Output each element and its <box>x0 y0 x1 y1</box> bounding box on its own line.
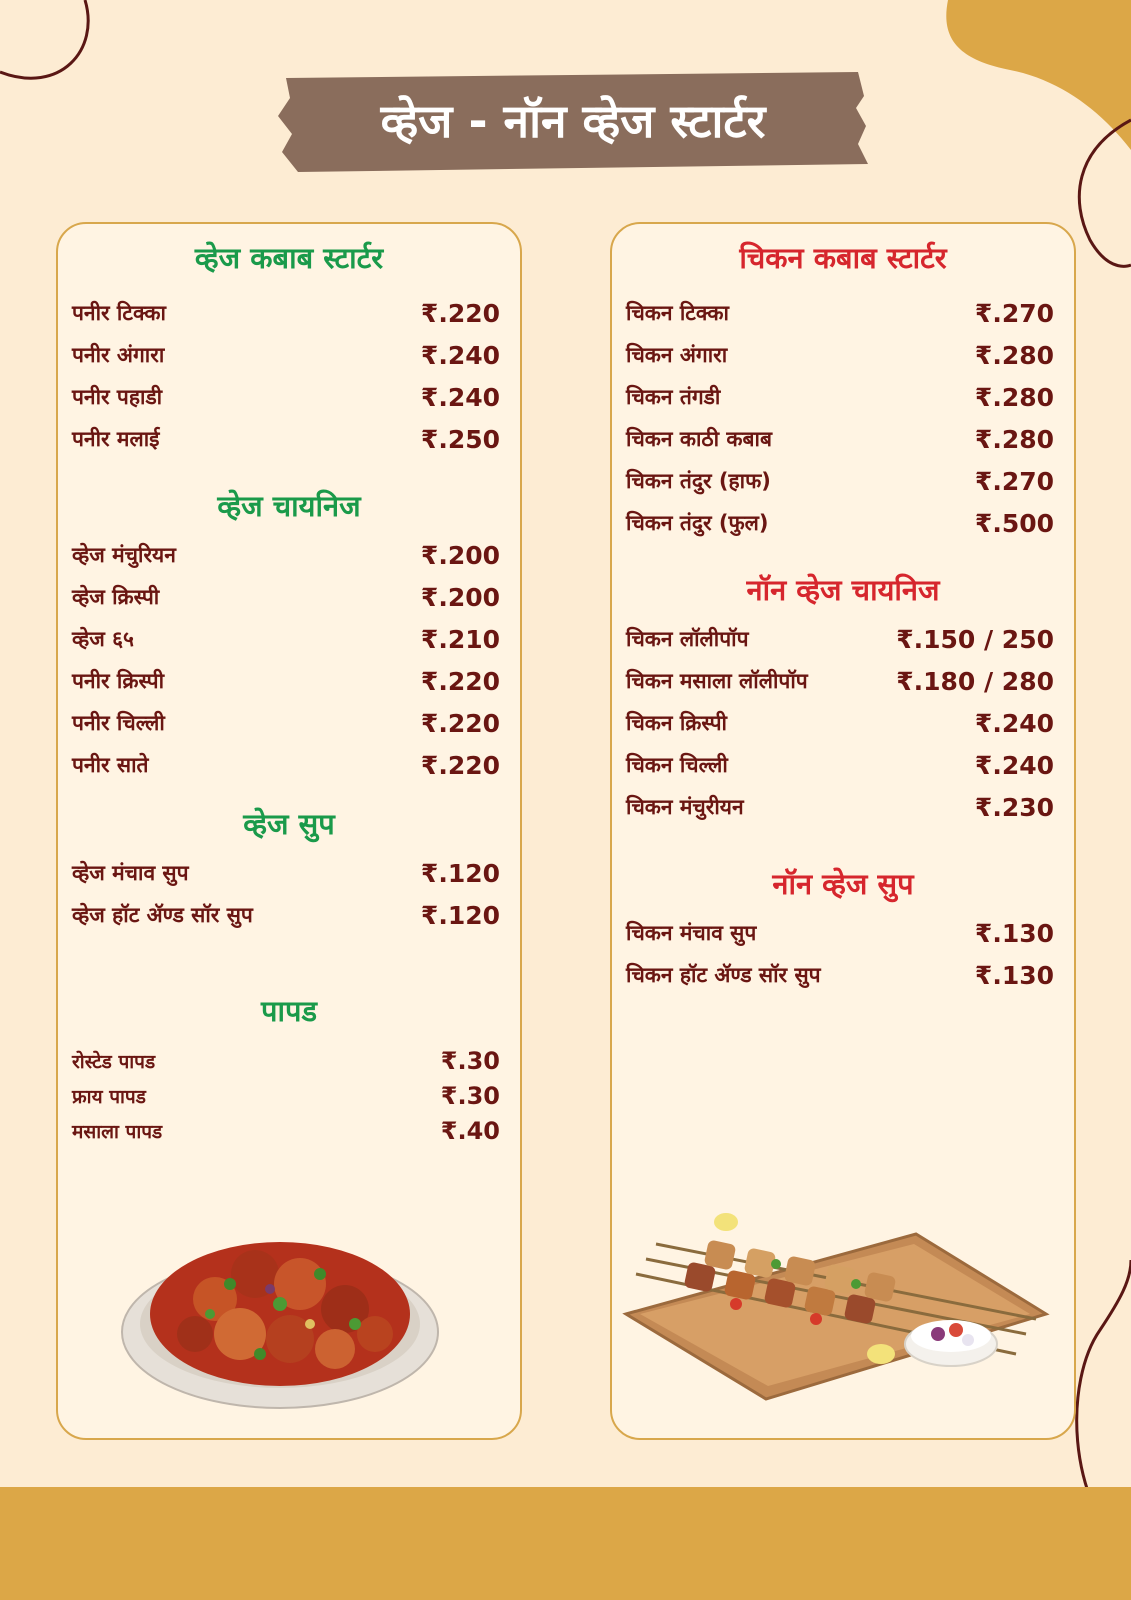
menu-item <box>58 334 520 376</box>
item-name: चिकन मसाला लॉलीपॉप <box>626 669 808 693</box>
item-price: ₹.30 <box>440 1046 500 1075</box>
item-name: चिकन चिल्ली <box>626 753 728 777</box>
item-price: ₹.30 <box>440 1081 500 1110</box>
item-price: ₹.240 <box>420 340 500 370</box>
section-title: चिकन कबाब स्टार्टर <box>739 241 947 275</box>
item-name: व्हेज मंचाव सुप <box>72 861 189 885</box>
menu-item <box>612 418 1074 460</box>
item-name: चिकन अंगारा <box>626 343 728 367</box>
section-nonveg-chinese <box>612 568 1074 828</box>
item-price: ₹.40 <box>440 1116 500 1145</box>
item-price: ₹.220 <box>420 750 500 780</box>
item-price: ₹.280 <box>974 424 1054 454</box>
menu-item <box>612 912 1074 954</box>
item-name: पनीर क्रिस्पी <box>72 669 165 693</box>
item-price: ₹.180 / 280 <box>896 666 1054 696</box>
section-title: व्हेज चायनिज <box>217 489 361 523</box>
menu-item <box>58 1113 520 1148</box>
item-price: ₹.120 <box>420 858 500 888</box>
item-price: ₹.130 <box>974 918 1054 948</box>
item-price: ₹.240 <box>420 382 500 412</box>
item-name: चिकन मंचाव सुप <box>626 921 757 945</box>
item-name: चिकन क्रिस्पी <box>626 711 727 735</box>
item-price: ₹.230 <box>974 792 1054 822</box>
item-name: फ्राय पापड <box>72 1085 146 1108</box>
title-banner <box>278 68 868 174</box>
right-swirl-upper <box>1079 120 1131 266</box>
item-price: ₹.220 <box>420 708 500 738</box>
item-name: मसाला पापड <box>72 1120 163 1143</box>
item-name: पनीर मलाई <box>72 427 160 451</box>
menu-item <box>612 334 1074 376</box>
item-price: ₹.130 <box>974 960 1054 990</box>
section-title: व्हेज सुप <box>243 807 335 841</box>
chicken-kebab-tray-icon <box>616 1194 1056 1414</box>
item-price: ₹.210 <box>420 624 500 654</box>
menu-item <box>58 618 520 660</box>
item-price: ₹.280 <box>974 340 1054 370</box>
menu-item <box>58 576 520 618</box>
item-price: ₹.220 <box>420 298 500 328</box>
item-name: चिकन टिक्का <box>626 301 729 325</box>
top-left-swirl <box>0 0 88 78</box>
section-veg-chinese <box>58 484 520 786</box>
item-price: ₹.220 <box>420 666 500 696</box>
menu-item <box>612 292 1074 334</box>
menu-item <box>612 744 1074 786</box>
item-name: पनीर पहाडी <box>72 385 163 409</box>
menu-item <box>612 660 1074 702</box>
item-price: ₹.200 <box>420 582 500 612</box>
item-price: ₹.270 <box>974 466 1054 496</box>
section-papad <box>58 989 520 1148</box>
item-price: ₹.120 <box>420 900 500 930</box>
item-name: चिकन काठी कबाब <box>626 427 772 451</box>
section-title: नॉन व्हेज सुप <box>772 867 914 901</box>
item-name: व्हेज ६५ <box>72 627 134 651</box>
item-name: व्हेज हॉट ॲण्ड सॉर सुप <box>72 903 253 927</box>
item-name: रोस्टेड पापड <box>72 1050 156 1073</box>
page-title: व्हेज - नॉन व्हेज स्टार्टर <box>380 94 766 148</box>
section-chicken-kebab <box>612 236 1074 544</box>
menu-item <box>612 618 1074 660</box>
menu-item <box>612 376 1074 418</box>
menu-item <box>58 744 520 786</box>
menu-item <box>58 702 520 744</box>
section-veg-kebab <box>58 236 520 460</box>
item-name: पनीर चिल्ली <box>72 711 165 735</box>
item-name: व्हेज मंचुरियन <box>72 543 176 567</box>
menu-item <box>58 418 520 460</box>
section-title: पापड <box>261 994 317 1028</box>
menu-item <box>58 292 520 334</box>
menu-item <box>58 534 520 576</box>
menu-item <box>58 376 520 418</box>
menu-item <box>612 460 1074 502</box>
item-price: ₹.200 <box>420 540 500 570</box>
item-price: ₹.240 <box>974 750 1054 780</box>
section-title: नॉन व्हेज चायनिज <box>746 573 940 607</box>
item-price: ₹.500 <box>974 508 1054 538</box>
item-price: ₹.150 / 250 <box>896 624 1054 654</box>
item-name: चिकन तंदुर (हाफ) <box>626 469 771 493</box>
menu-item <box>58 852 520 894</box>
menu-item <box>58 894 520 936</box>
veg-manchurian-plate-icon <box>120 1214 440 1414</box>
item-price: ₹.270 <box>974 298 1054 328</box>
menu-item <box>612 702 1074 744</box>
veg-panel <box>56 222 522 1440</box>
footer-band <box>0 1487 1131 1600</box>
item-price: ₹.240 <box>974 708 1054 738</box>
menu-item <box>612 502 1074 544</box>
section-title: व्हेज कबाब स्टार्टर <box>194 241 384 275</box>
item-name: पनीर टिक्का <box>72 301 166 325</box>
item-name: चिकन लॉलीपॉप <box>626 627 749 651</box>
item-price: ₹.280 <box>974 382 1054 412</box>
item-name: चिकन हॉट ॲण्ड सॉर सुप <box>626 963 821 987</box>
menu-item <box>612 786 1074 828</box>
item-name: पनीर अंगारा <box>72 343 165 367</box>
menu-item <box>58 1078 520 1113</box>
item-name: पनीर साते <box>72 753 149 777</box>
top-right-blob <box>946 0 1131 150</box>
nonveg-panel <box>610 222 1076 1440</box>
item-price: ₹.250 <box>420 424 500 454</box>
menu-item <box>612 954 1074 996</box>
menu-item <box>58 1043 520 1078</box>
item-name: व्हेज क्रिस्पी <box>72 585 160 609</box>
item-name: चिकन तंगडी <box>626 385 721 409</box>
menu-item <box>58 660 520 702</box>
item-name: चिकन मंचुरीयन <box>626 795 744 819</box>
section-nonveg-soup <box>612 862 1074 996</box>
item-name: चिकन तंदुर (फुल) <box>626 511 769 535</box>
section-veg-soup <box>58 802 520 936</box>
